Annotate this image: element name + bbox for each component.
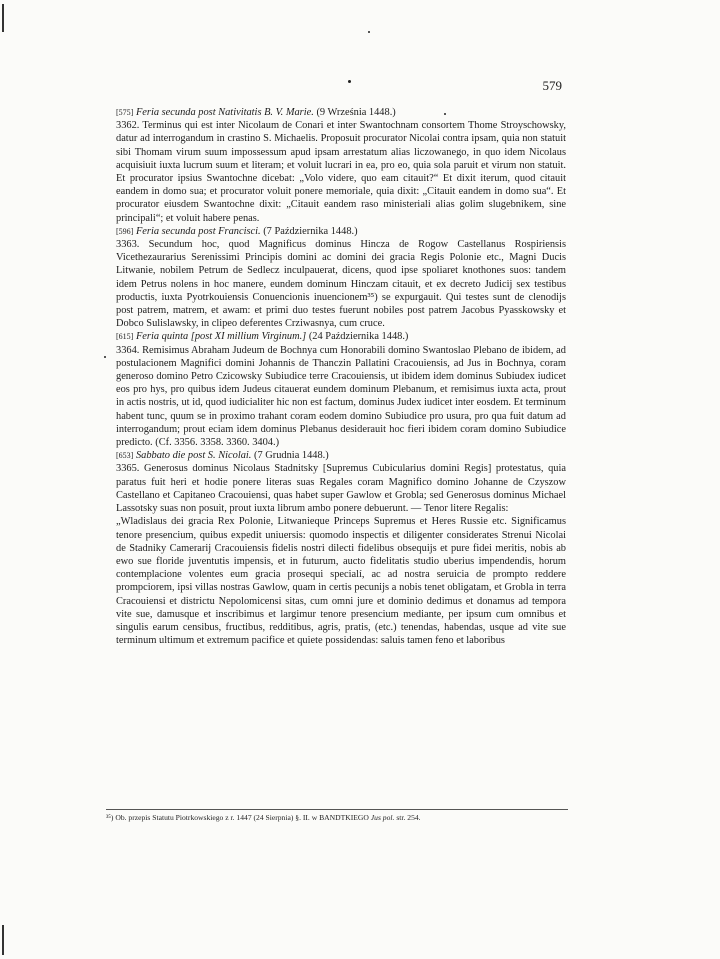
entry-paragraph: 3364. Remisimus Abraham Judeum de Bochnya cum Honorabili domino Swantoslao Plebano de ibidem, ad postulacionem Magnifici domini Johannis de Thanczin Pallatini Cracouiensis, ad Jus in Bochnya, coram generoso domino Petro Czicowsky Subiudice terre Cracouiensis, ut ibidem idem dominus Subiudex iudicet eos pro hys, pro quibus idem Judeus citauerat eundem dominum Plebanum, et remisimus iuxta acta, prout in actis nostris, ut id, quod iudicialiter hic non est factum, dominus Judex iudicet inter eosdem. Et terminum habent tunc, quum se in proximo trahant coram eodem domino Subiudice pro usura, pro qua fuit datum ad interrogandum; prout eciam idem dominus Plebanus desiderauit hoc fieri ibidem coram domino Subiudice predicto. (Cf. 3356. 3358. 3360. 3404.) (116, 344, 566, 449)
entry-ref: [575] (116, 108, 134, 117)
entry-title: Feria secunda post Francisci. (135, 225, 261, 237)
scan-speck (348, 80, 351, 83)
entry-date: (7 Października 1448.) (263, 225, 358, 237)
scan-speck (444, 113, 446, 115)
footnote-marker: ³⁵) (106, 813, 114, 822)
entry-title: Sabbato die post S. Nicolai. (135, 450, 252, 462)
scan-speck (104, 356, 106, 358)
quoted-letter: „Wladislaus dei gracia Rex Polonie, Litwanieque Princeps Supremus et Heres Russie etc. Significamus tenore presencium, quibus expedit uniuersis: quomodo inspectis et diligenter considerates Strenui Nicolai de Stadniky Camerarij Cracouiensis fidelis nostri dilecti fidelibus obsequijs et pure fidei meritis, nobis ab ewo sue floride juventutis impensis, et in futurum, aucto fidelitatis studio uberius impendendis, horum contemplacione volentes eum gracia prosequi specialí, ac ad nostra seruicia de prompto reddere prompciorem, ipsi villas nostras Gawlow, quam in certis pecunijs a nobis tenet obligatam, et Grobla in terra Cracouiensi et districtu Nepolomicensi sitas, cum omni jure et dominio dedimus et donamus ad tempora vite sue, damusque et inscribimus et largimur tenore presencium mediante, per ipsum cum omnibus et singulis earum censibus, fructibus, redditibus, agris, pratis, (etc.) tenendas, habendas, usque ad vite sue terminum ultimum et extremum pacifice et quiete possidendas: saluis tamen feno et laboribus (116, 516, 566, 647)
scan-edge-mark (2, 4, 4, 32)
entry-heading (116, 449, 566, 462)
page-number: 579 (542, 78, 562, 93)
footnote-text: Ob. przepis Statutu Piotrkowskiego z r. 1447 (24 Sierpnia) §. II. w BANDTKIEGO (115, 813, 369, 822)
scan-speck (368, 31, 370, 33)
entry-paragraph: 3365. Generosus dominus Nicolaus Stadnitsky [Supremus Cubicularius domini Regis] protestatus, quia paratus fuit heri et hodie ponere literas suas Regales coram Magnifico domino Johanne de Czyszow Castellano et Capitaneo Cracouiensi, quas habet super Gawlow et Grobla; sed Generosus dominus Michael Lassotsky suas non posuit, prout iuxta librum ambo ponere debuerunt. — Tenor litere Regalis: (116, 463, 566, 515)
entry-date: (9 Września 1448.) (316, 107, 396, 118)
entry-title: Feria secunda post Nativitatis B. V. Marie. (135, 107, 314, 118)
entry-paragraph: 3363. Secundum hoc, quod Magnificus dominus Hincza de Rogow Castellanus Rospiriensis Vicethezaurarius Serenissimi Principis domini ac domini dei gracia Regis Polonie etc., Magni Ducis Litwanie, nobilem Petrum de Sedlecz inculpauerat, dicens, quod ipse spoliaret knothones suos: tandem idem Petrus nolens in hoc manere, eundem dominum Hinczam citauit, et ex decreto Judicij sex testibus productis, iuxta Pyotrkouiensis Conuencionis inuencionem³⁵) se expurgauit. Qui testes sunt de clenodijs post patrem, matrem, et awam: et primi duo testes fuerunt nobiles post patrem Jacobus Pyasskowsky et Dobco Sulislawsky, in clipeo deferentes Crziwasnya, cum cruce. (116, 239, 566, 330)
main-text (116, 106, 566, 647)
entry-date: (24 Października 1448.) (308, 331, 409, 343)
footnote-journal: Jus pol. (370, 813, 395, 822)
entry-ref: [596] (116, 226, 134, 236)
entry-heading (116, 330, 566, 343)
entry-heading (116, 225, 566, 238)
footnote (106, 809, 568, 823)
entry-date: (7 Grudnia 1448.) (254, 450, 329, 462)
entry-ref: [615] (116, 332, 134, 342)
entry-title: Feria quinta [post XI millium Virginum.] (135, 331, 307, 343)
entry-heading (116, 106, 566, 119)
scan-edge-mark (2, 925, 4, 955)
footnote-tail: str. 254. (396, 813, 421, 822)
entry-paragraph: 3362. Terminus qui est inter Nicolaum de Conari et inter Swantochnam consortem Thome Stroyschowsky, datur ad interrogandum in crastino S. Michaelis. Proposuit procurator Nicolai contra ipsam, quia non statuit sibi Thomam virum suum impossessum apud ipsam arrestatum alias liczowanego, in quo idem Nicolaus acquisiuit iuxta lucrum suum et literam; et voluit lucrari in ea, pro eo, quia sola paruit et virum non statuit. Et procurator ipsius Swantochne dicebat: „Volo videre, quo eam citauit?“ Et dixit iterum, quod citauit eandem in domo sua; et procurator voluit ponere memoriale, quia dixit: „Citauit eandem in domo sua“. Et procurator eiusdem Swantochne dixit: „Citauit eandem raso ministeriali alias golim slugebnikem, sine principali“; et voluit habere penas. (116, 120, 566, 224)
entry-ref: [653] (116, 451, 134, 461)
